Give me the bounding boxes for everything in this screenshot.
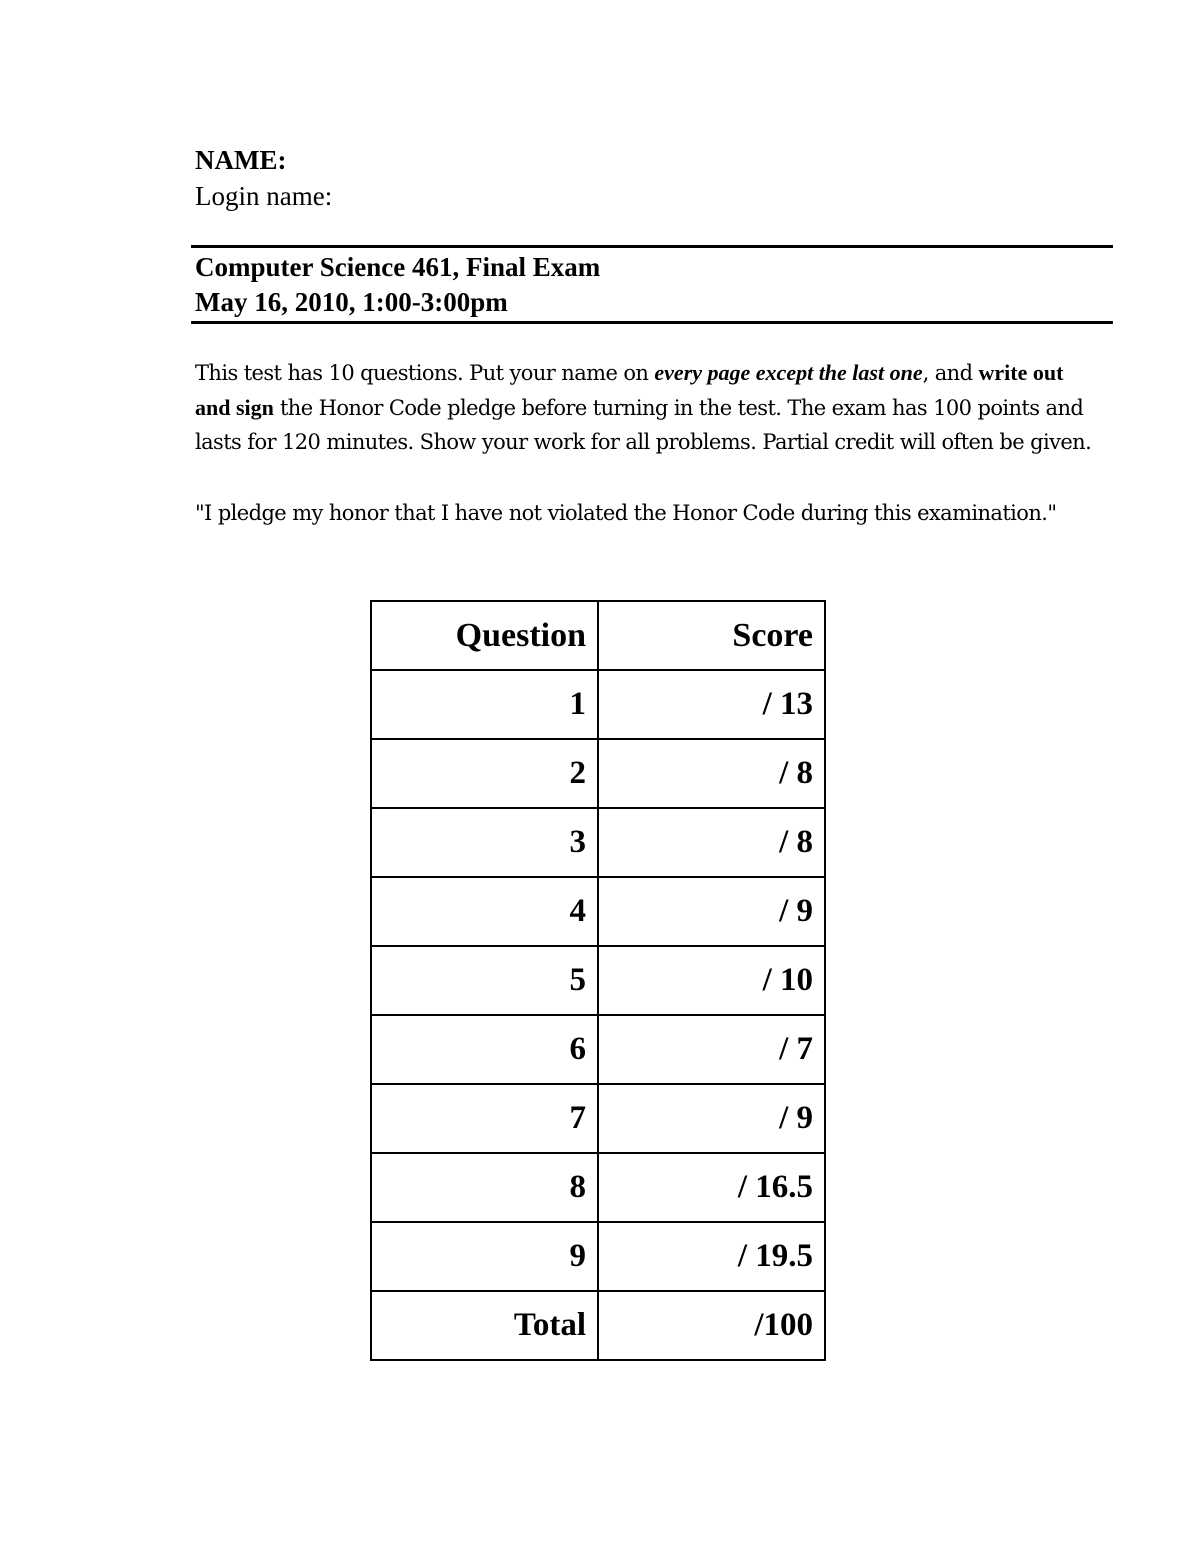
question-score: / 13: [598, 670, 825, 739]
instructions-line-2: and sign the Honor Code pledge before turning in the test. The exam has 100 points and: [195, 395, 1084, 420]
emphasis-and-sign: and sign: [195, 395, 274, 420]
question-score: / 19.5: [598, 1222, 825, 1291]
score-column-header: Score: [598, 601, 825, 670]
table-row: [371, 739, 825, 808]
question-column-header: Question: [371, 601, 598, 670]
question-number: 9: [371, 1222, 598, 1291]
score-table: [370, 600, 826, 1361]
instructions-line-1: This test has 10 questions. Put your name on every page except the last one, and write out: [195, 360, 1064, 385]
table-row: [371, 1153, 825, 1222]
table-row: [371, 670, 825, 739]
table-row: [371, 1015, 825, 1084]
question-number: 5: [371, 946, 598, 1015]
name-label: NAME:: [195, 145, 287, 175]
question-number: 1: [371, 670, 598, 739]
table-row: [371, 877, 825, 946]
question-number: 4: [371, 877, 598, 946]
question-score: / 8: [598, 739, 825, 808]
question-number: 2: [371, 739, 598, 808]
total-score: /100: [598, 1291, 825, 1360]
exam-date: May 16, 2010, 1:00-3:00pm: [195, 287, 508, 317]
login-name-label: Login name:: [195, 181, 333, 211]
question-score: / 8: [598, 808, 825, 877]
table-row: [371, 1084, 825, 1153]
table-row: [371, 946, 825, 1015]
instructions-line-3: lasts for 120 minutes. Show your work for all problems. Partial credit will often be given.: [195, 430, 1092, 454]
emphasis-every-page: every page except the last one: [654, 360, 923, 385]
total-row: [371, 1291, 825, 1360]
question-score: / 16.5: [598, 1153, 825, 1222]
table-row: [371, 1222, 825, 1291]
question-number: 6: [371, 1015, 598, 1084]
question-score: / 7: [598, 1015, 825, 1084]
question-score: / 9: [598, 1084, 825, 1153]
question-number: 7: [371, 1084, 598, 1153]
bottom-rule: [191, 321, 1113, 324]
emphasis-write-out: write out: [978, 360, 1064, 385]
question-score: / 9: [598, 877, 825, 946]
top-rule: [191, 245, 1113, 248]
question-number: 3: [371, 808, 598, 877]
question-number: 8: [371, 1153, 598, 1222]
total-label: Total: [371, 1291, 598, 1360]
table-row: [371, 808, 825, 877]
exam-title: Computer Science 461, Final Exam: [195, 252, 601, 282]
question-score: / 10: [598, 946, 825, 1015]
score-table-header: [371, 601, 825, 670]
honor-pledge: "I pledge my honor that I have not violated the Honor Code during this examination.": [195, 501, 1057, 525]
